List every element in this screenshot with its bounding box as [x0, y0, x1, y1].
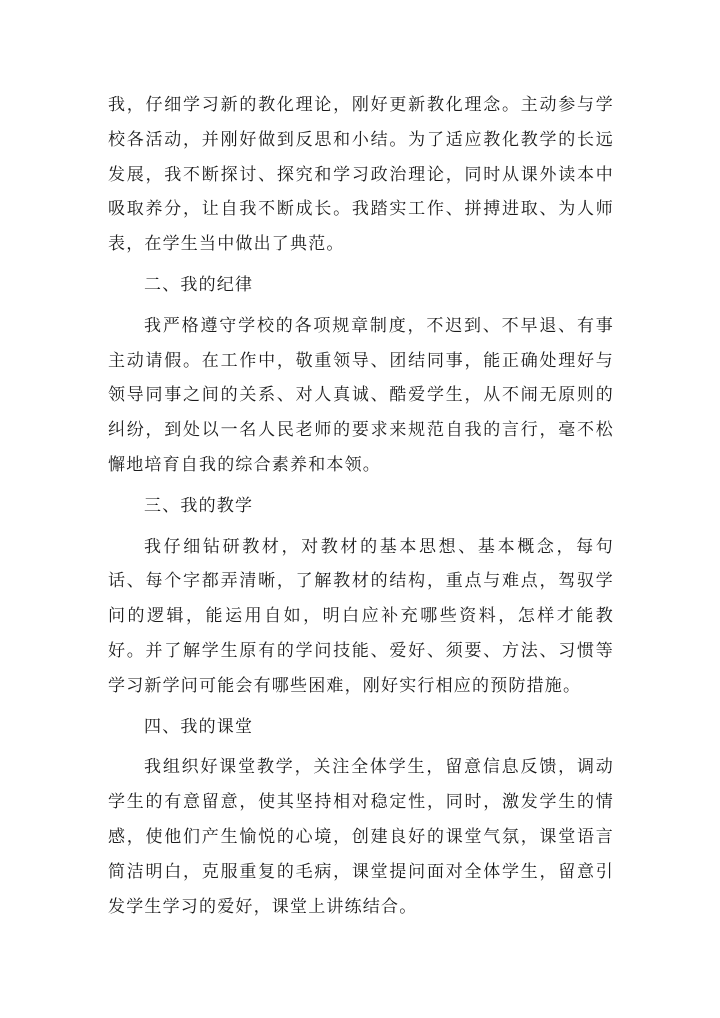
paragraph-intro: 我，仔细学习新的教化理论，刚好更新教化理念。主动参与学校各活动，并刚好做到反思和小结。为了适应教化教学的长远发展，我不断探讨、探究和学习政治理论，同时从课外读本中吸取养分，让自我不断成长。我踏实工作、拼搏进取、为人师表，在学生当中做出了典范。: [108, 95, 614, 255]
section-heading-classroom: 四、我的课堂: [144, 716, 254, 737]
paragraph-teaching: 我仔细钻研教材，对教材的基本思想、基本概念，每句话、每个字都弄清晰，了解教材的结构，重点与难点，驾驭学问的逻辑，能运用自如，明白应补充哪些资料，怎样才能教好。并了解学生原有的学问技能、爱好、须要、方法、习惯等学习新学问可能会有哪些困难，刚好实行相应的预防措施。: [108, 536, 614, 696]
section-heading-teaching: 三、我的教学: [144, 495, 254, 516]
section-heading-discipline: 二、我的纪律: [144, 274, 254, 295]
paragraph-classroom: 我组织好课堂教学，关注全体学生，留意信息反馈，调动学生的有意留意，使其坚持相对稳定性，同时，激发学生的情感，使他们产生愉悦的心境，创建良好的课堂气氛，课堂语言简洁明白，克服重复的毛病，课堂提问面对全体学生，留意引发学生学习的爱好，课堂上讲练结合。: [108, 757, 614, 917]
paragraph-discipline: 我严格遵守学校的各项规章制度，不迟到、不早退、有事主动请假。在工作中，敬重领导、团结同事，能正确处理好与领导同事之间的关系、对人真诚、酷爱学生，从不闹无原则的纠纷，到处以一名人民老师的要求来规范自我的言行，毫不松懈地培育自我的综合素养和本领。: [108, 315, 614, 475]
